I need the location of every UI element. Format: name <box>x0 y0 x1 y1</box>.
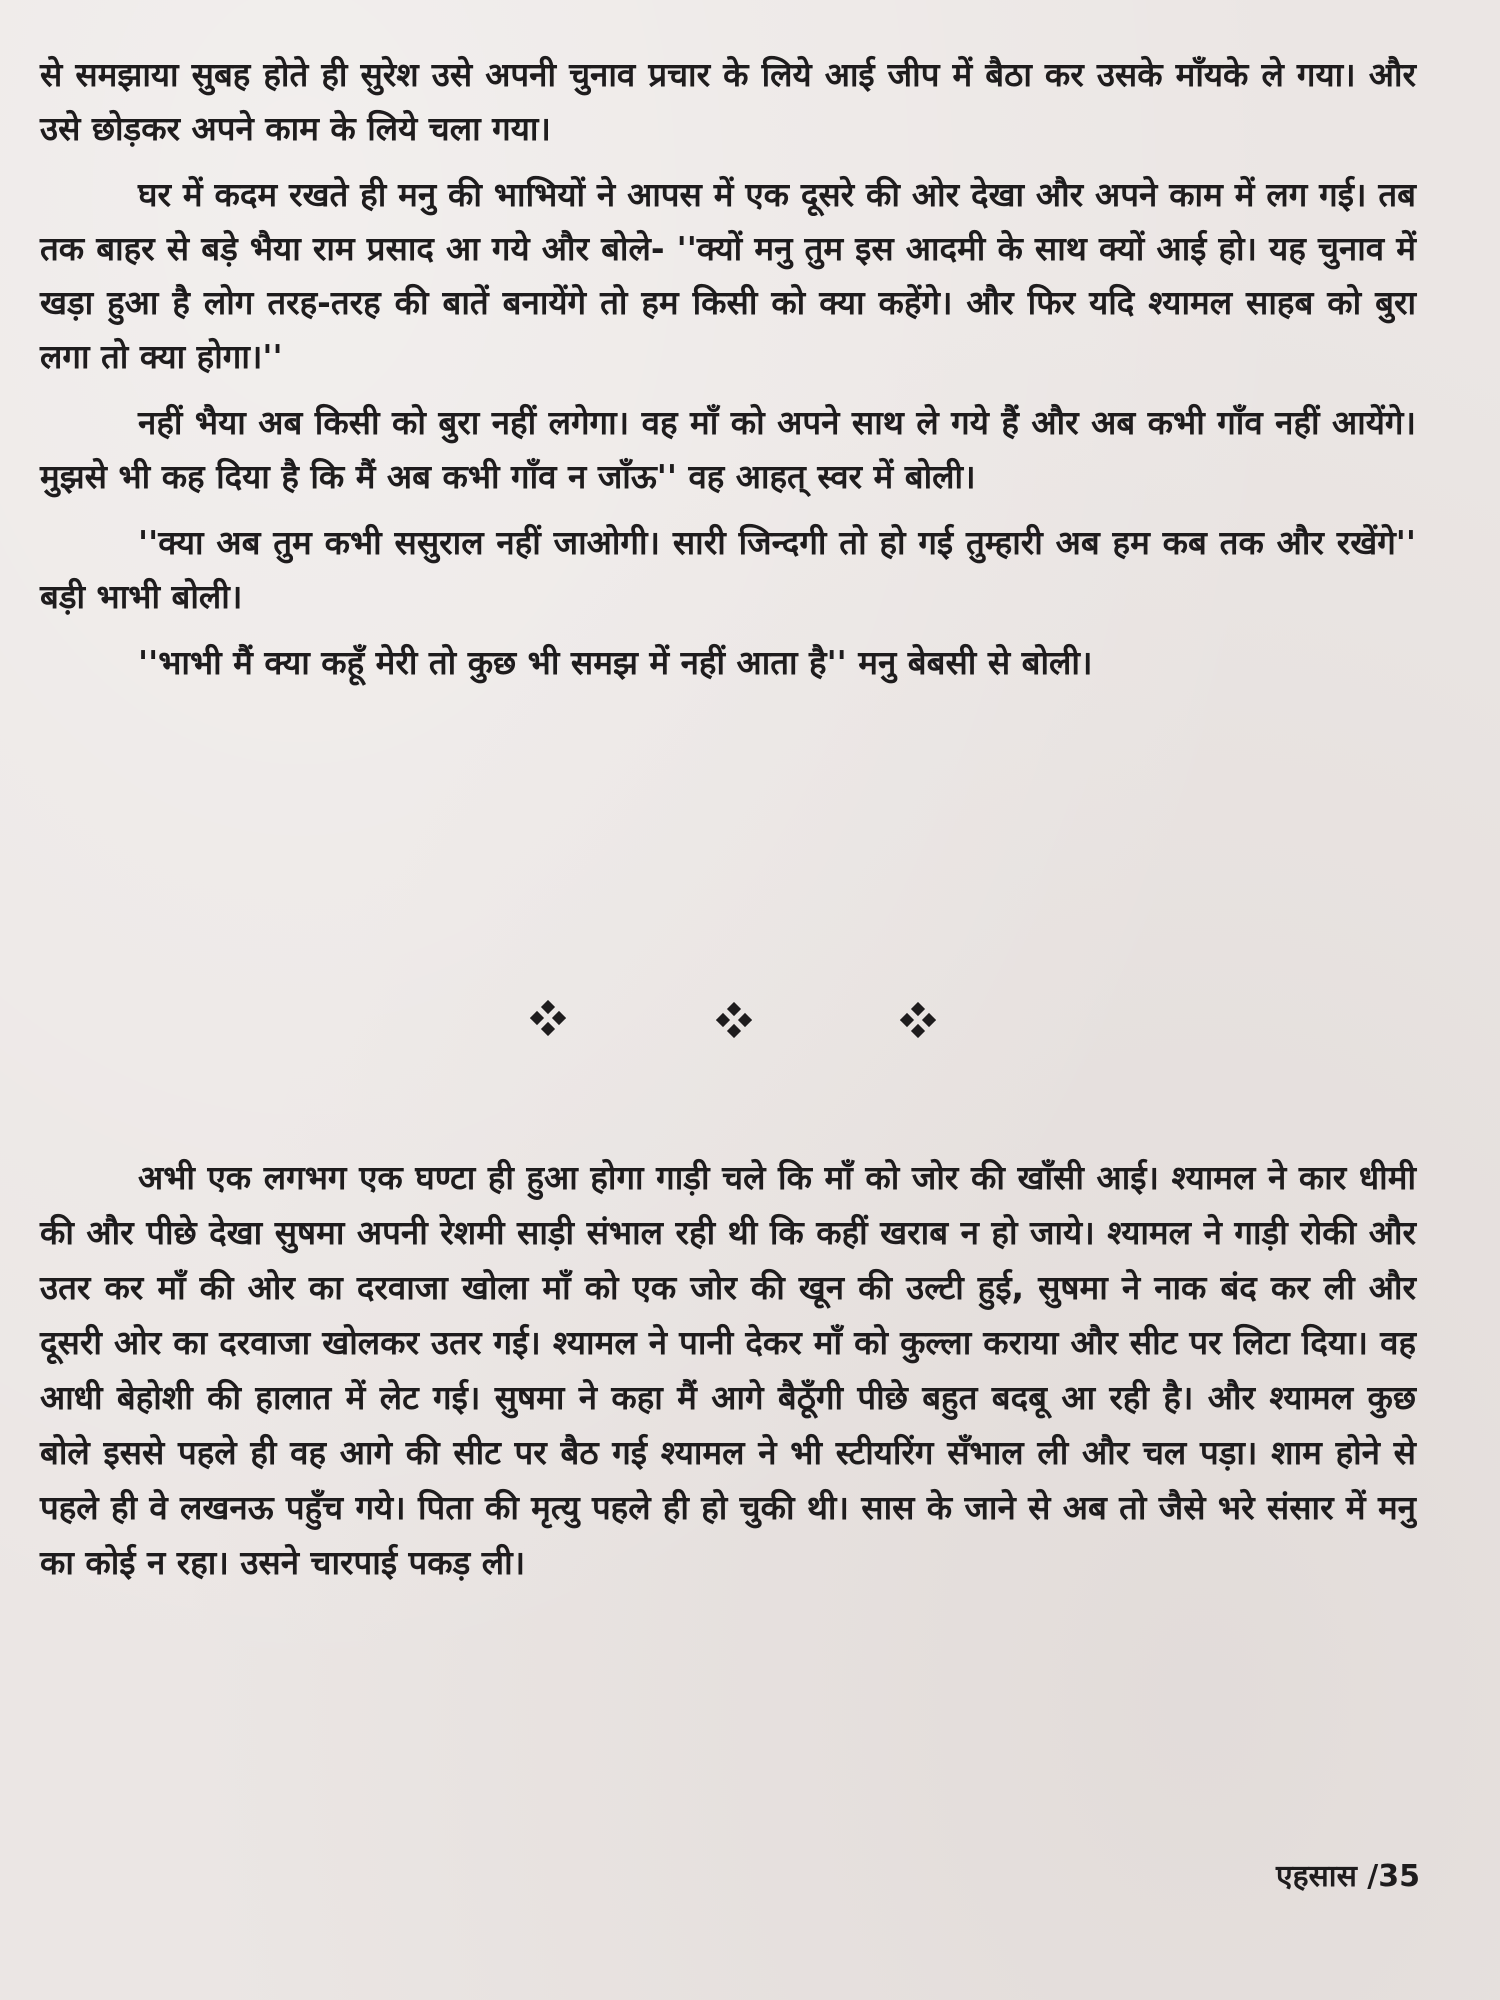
section-break <box>0 1000 1500 1050</box>
diamond-cluster-icon <box>900 1002 936 1038</box>
paragraph-3: नहीं भैया अब किसी को बुरा नहीं लगेगा। वह माँ को अपने साथ ले गये हैं और अब कभी गाँव नहीं आयेंगे। मुझसे भी कह दिया है कि मैं अब कभी गाँव न जाँऊ'' वह आहत् स्वर में बोली। <box>40 403 1416 496</box>
paragraph-4: ''क्या अब तुम कभी ससुराल नहीं जाओगी। सारी जिन्दगी तो हो गई तुम्हारी अब हम कब तक और रखेंगे'' बड़ी भाभी बोली। <box>40 523 1416 616</box>
paragraph-6: अभी एक लगभग एक घण्टा ही हुआ होगा गाड़ी चले कि माँ को जोर की खाँसी आई। श्यामल ने कार धीमी की और पीछे देखा सुषमा अपनी रेशमी साड़ी संभाल रही थी कि कहीं खराब न हो जाये। श्यामल ने गाड़ी रोकी और उतर कर माँ की ओर का दरवाजा खोला माँ को एक जोर की खून की उल्टी हुई, सुषमा ने नाक बंद कर ली और दूसरी ओर का दरवाजा खोलकर उतर गई। श्यामल ने पानी देकर माँ को कुल्ला कराया और सीट पर लिटा दिया। वह आधी बेहोशी की हालात में लेट गई। सुषमा ने कहा मैं आगे बैठूँगी पीछे बहुत बदबू आ रही है। और श्यामल कुछ बोले इससे पहले ही वह आगे की सीट पर बैठ गई श्यामल ने भी स्टीयरिंग सँभाल ली और चल पड़ा। शाम होने से पहले ही वे लखनऊ पहुँच गये। पिता की मृत्यु पहले ही हो चुकी थी। सास के जाने से अब तो जैसे भरे संसार में मनु का कोई न रहा। उसने चारपाई पकड़ ली। <box>40 1158 1416 1582</box>
paragraph-5: ''भाभी मैं क्या कहूँ मेरी तो कुछ भी समझ में नहीं आता है'' मनु बेबसी से बोली। <box>138 643 1093 682</box>
paragraph-1: से समझाया सुबह होते ही सुरेश उसे अपनी चुनाव प्रचार के लिये आई जीप में बैठा कर उसके माँयके ले गया। और उसे छोड़कर अपने काम के लिये चला गया। <box>40 55 1416 148</box>
diamond-cluster-icon <box>716 1002 752 1038</box>
text-block-top <box>40 48 1416 702</box>
paragraph-2: घर में कदम रखते ही मनु की भाभियों ने आपस में एक दूसरे की ओर देखा और अपने काम में लग गई। तब तक बाहर से बड़े भैया राम प्रसाद आ गये और बोले- ''क्यों मनु तुम इस आदमी के साथ क्यों आई हो। यह चुनाव में खड़ा हुआ है लोग तरह-तरह की बातें बनायेंगे तो हम किसी को क्या कहेंगे। और फिर यदि श्यामल साहब को बुरा लगा तो क्या होगा।'' <box>40 175 1416 376</box>
diamond-cluster-icon <box>530 1000 566 1036</box>
page-footer: एहसास /35 <box>1276 1859 1420 1894</box>
text-block-bottom <box>40 1150 1416 1602</box>
